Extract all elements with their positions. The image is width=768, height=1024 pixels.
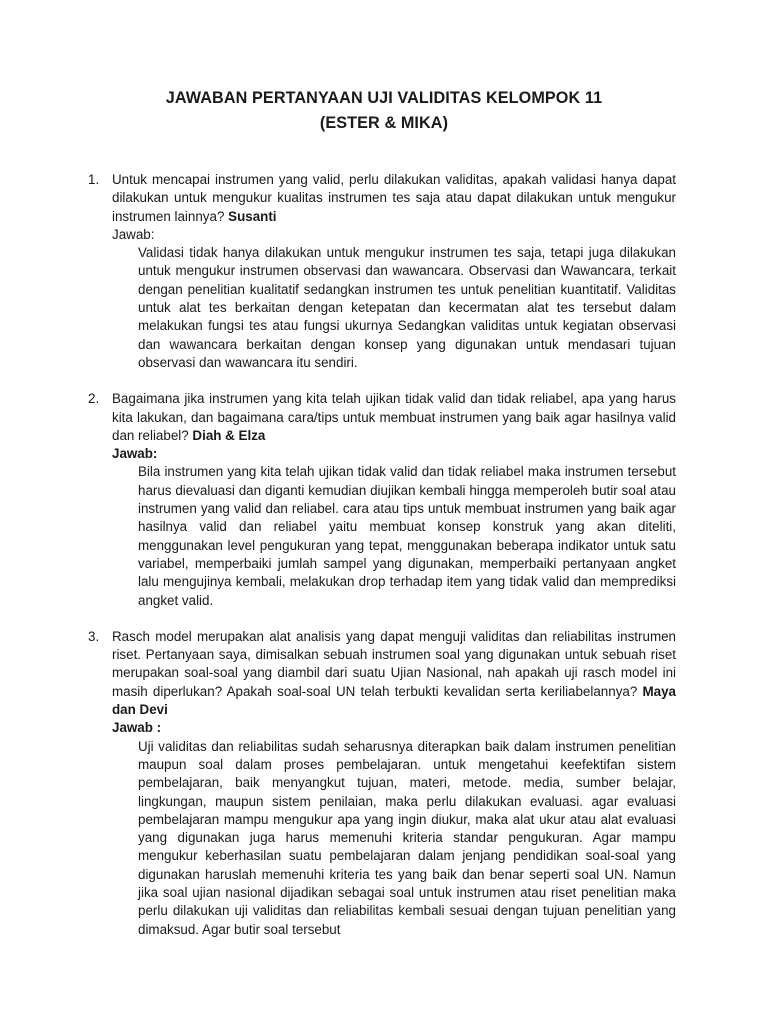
question-asker: Susanti	[228, 208, 277, 224]
answer-text: Bila instrumen yang kita telah ujikan tidak valid dan tidak reliabel maka instrumen tersebut harus dievaluasi dan diganti kemudian diujikan kembali hingga memperoleh butir soal atau instrumen yang valid dan reliabel. cara atau tips untuk membuat instrumen yang baik agar hasilnya valid dan reliabel yaitu membuat konsep konstruk yang akan diteliti, menggunakan level pengukuran yang tepat, menggunakan beberapa indikator untuk satu variabel, memperbaiki jumlah sampel yang digunakan, memperbaiki pertanyaan angket lalu mengujinya kembali, melakukan drop terhadap item yang tidak valid dan memprediksi angket valid.	[138, 464, 676, 608]
spacer	[0, 372, 768, 390]
question-item-2	[88, 390, 676, 610]
question-number: 3.	[88, 628, 100, 644]
question-asker: Maya dan Devi	[112, 683, 676, 718]
question-number: 2.	[88, 391, 100, 407]
question-body: Bagaimana jika instrumen yang kita telah ujikan tidak valid dan tidak reliabel, apa yang harus kita lakukan, dan bagaimana cara/tips untuk membuat instrumen yang baik agar hasilnya valid dan reliabel?	[112, 391, 676, 443]
question-text	[112, 628, 676, 719]
answer-text: Validasi tidak hanya dilakukan untuk mengukur instrumen tes saja, tetapi juga dilakukan untuk mengukur instrumen observasi dan wawancara. Observasi dan Wawancara, terkait dengan penelitian kualitatif sedangkan instrumen tes untuk penelitian kuantitatif. Validitas untuk alat tes berkaitan dengan ketepatan dan kecermatan alat tes tersebut dalam melakukan fungsi tes atau fungsi ukurnya Sedangkan validitas untuk kegiatan observasi dan wawancara berkaitan dengan konsep yang digunakan untuk mendasari tujuan observasi dan wawancara itu sendiri.	[138, 245, 676, 370]
answer-label: Jawab:	[112, 446, 158, 462]
question-text	[112, 390, 676, 445]
question-number: 1.	[88, 172, 100, 187]
question-list	[0, 171, 768, 939]
document-title-line-1: JAWABAN PERTANYAAN UJI VALIDITAS KELOMPOK 11	[165, 89, 603, 107]
question-asker: Diah & Elza	[192, 427, 266, 443]
question-body: Rasch model merupakan alat analisis yang dapat menguji validitas dan reliabilitas instrumen riset. Pertanyaan saya, dimisalkan sebuah instrumen soal yang digunakan untuk sebuah riset merupakan soal-soal yang diambil dari suatu Ujian Nasional, nah apakah uji rasch model ini masih diperlukan? Apakah soal-soal UN telah terbukti kevalidan serta keriliabelannya?	[112, 628, 676, 699]
answer-text: Uji validitas dan reliabilitas sudah seharusnya diterapkan baik dalam instrumen penelitian maupun soal dalam proses pembelajaran. untuk mengetahui keefektifan sistem pembelajaran, baik menyangkut tujuan, materi, metode. media, sumber belajar, lingkungan, maupun sistem penilaian, maka perlu dilakukan evaluasi. agar evaluasi pembelajaran mampu mengukur apa yang ingin diukur, maka alat ukur atau alat evaluasi yang digunakan juga harus memenuhi kriteria standar pengukuran. Agar mampu mengukur keberhasilan suatu pembelajaran dalam jenjang pendidikan soal-soal yang digunakan haruslah memenuhi kriteria tes yang baik dan benar seperti soal UN. Namun jika soal ujian nasional dijadikan sebagai soal untuk instrumen atau riset penelitian maka perlu dilakukan uji validitas dan reliabilitas kembali sesuai dengan tujuan penelitian yang dimaksud. Agar butir soal tersebut	[138, 738, 676, 937]
question-item-3	[88, 628, 676, 939]
question-body: Untuk mencapai instrumen yang valid, perlu dilakukan validitas, apakah validasi hanya dapat dilakukan untuk mengukur kualitas instrumen tes saja atau dapat dilakukan untuk mengukur instrumen lainnya?	[112, 172, 676, 224]
answer-label: Jawab:	[112, 226, 155, 242]
spacer	[0, 610, 768, 628]
question-item-1	[88, 171, 676, 372]
question-text	[112, 171, 676, 226]
document-title-line-2: (ESTER & MIKA)	[319, 114, 449, 132]
answer-label: Jawab :	[112, 720, 162, 736]
